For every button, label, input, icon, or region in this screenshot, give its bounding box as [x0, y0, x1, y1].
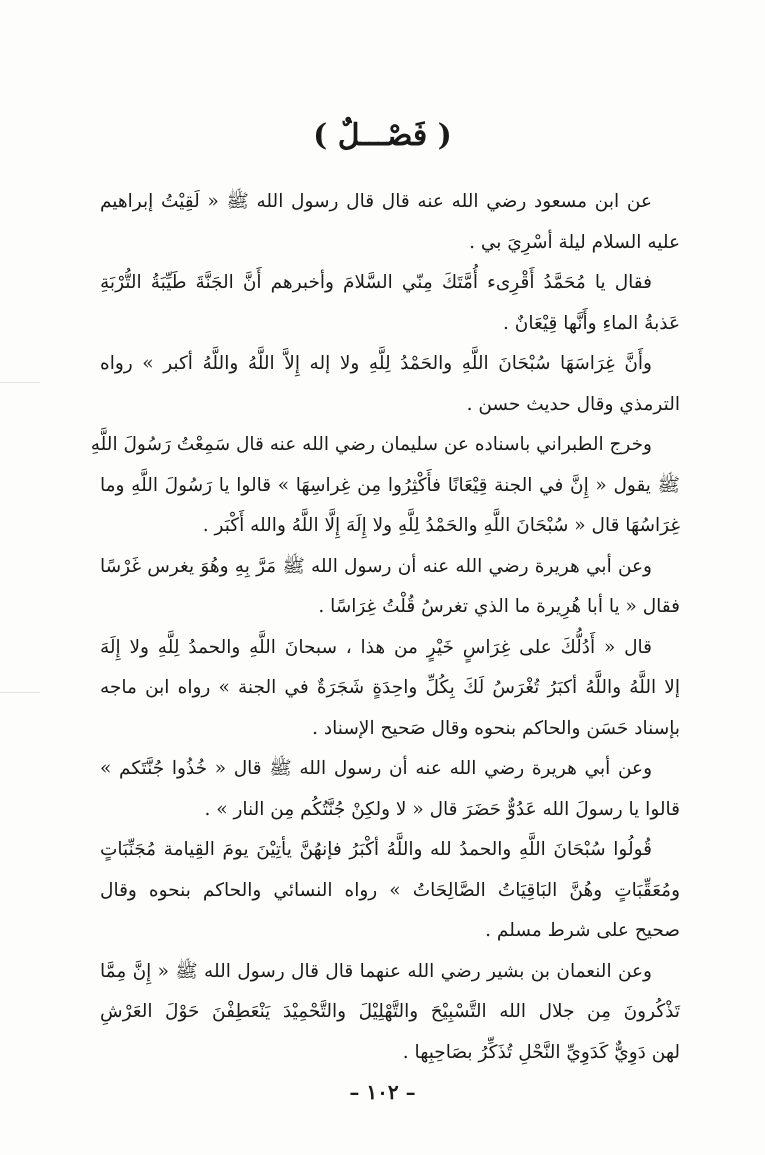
text-line: تَذْكُرونَ مِن جلال الله التَّسْبِيْحَ والتَّهْلِيْلَ والتَّحْمِيْدَ يَنْعَطِفْنَ حَوْلَ العَرْشِ	[100, 1001, 680, 1022]
text-line: وعن أبي هريرة رضي الله عنه أن رسول الله ﷺ مَرَّ بِهِ وهُوَ يغرس غَرْسًا	[100, 555, 652, 577]
text-line: بإسناد حَسَن والحاكم بنحوه وقال صَحيح الإسناد .	[312, 717, 680, 739]
text-line: فقال يا مُحَمَّدُ أَقْرِىء أُمَّتَكَ مِنّي السَّلامَ وأخبرهم أَنَّ الجَنَّةَ طَيِّبَةُ التُّرْبَةِ	[100, 272, 652, 293]
text-line: قال « أَدُلُّكَ على غِرَاسٍ خَيْرٍ من هذا ، سبحانَ اللَّهِ والحمدُ لِلَّهِ ولا إِلَهَ	[100, 636, 652, 658]
text-line: غِرَاسُهَا قال « سُبْحَانَ اللَّهِ والحَمْدُ لِلَّهِ ولا إِلَهَ إِلَّا اللَّهُ والله أَكْبَر .	[202, 515, 680, 536]
section-title: ( فَصْـــلٌ )	[313, 118, 452, 153]
text-line: قُولُوا سُبْحَانَ اللَّهِ والحمدُ لله واللَّهُ أكْبَرُ فإنهُنَّ يأتِيْنَ يومَ القِيامة مُجَنِّبَاتٍ	[100, 839, 652, 860]
text-line: عليه السلام ليلة أسْرِيَ بي .	[469, 231, 680, 253]
text-line: إلا اللَّهُ واللَّهُ أكبَرُ تُغْرَسُ لَكَ بِكُلِّ واحِدَةٍ شَجَرَةٌ في الجنة » رواه ابن ماجه	[100, 677, 680, 698]
page-number: – ١٠٢ –	[349, 1080, 416, 1104]
text-line: عَذبةُ الماءِ وأَنَّها قِيْعَانٌ .	[503, 312, 680, 334]
text-line: ﷺ يقول « إِنَّ في الجنة قِيْعَانًا فأَكْثِرُوا مِن غِراسِهَا » قالوا يا رَسُولَ اللَّهِ وما	[100, 474, 680, 496]
text-line: وعن النعمان بن بشير رضي الله عنهما قال قال رسول الله ﷺ « إِنَّ مِمَّا	[100, 960, 652, 982]
text-line: فقال « يا أبا هُرِيرة ما الذي تغرسُ قُلْتُ غِرَاسًا .	[318, 596, 680, 617]
text-line: وأَنَّ غِرَاسَهَا سُبْحَانَ اللَّهِ والحَمْدُ لِلَّهِ ولا إله إِلاَّ اللَّهُ واللَّهُ أكبر » رواه	[100, 353, 652, 374]
text-line: الترمذي وقال حديث حسن .	[466, 393, 680, 415]
text-line: وعن أبي هريرة رضي الله عنه أن رسول الله ﷺ قال « خُذُوا جُنَّتَكم »	[100, 758, 652, 779]
text-line: ومُعَقِّبَاتٍ وهُنَّ البَاقِيَاتُ الصَّالِحَاتُ » رواه النسائي والحاكم بنحوه وقال	[100, 879, 680, 901]
margin-mark	[0, 692, 40, 693]
text-line: صحيح على شرط مسلم .	[485, 920, 680, 941]
text-line: عن ابن مسعود رضي الله عنه قال قال رسول الله ﷺ « لَقِيْتُ إبراهيم	[100, 191, 652, 212]
page-body	[90, 182, 680, 1073]
text-line: لهن دَوِيٌّ كَدَوِيِّ النَّحْلِ تُذَكِّرُ بصَاحِبِها .	[402, 1041, 680, 1063]
text-line: قالوا يا رسولَ الله عَدُوٌّ حَضَرَ قال « لا ولكِنْ جُنَّتُكُم مِن النار » .	[204, 798, 680, 820]
text-line: وخرج الطبراني باسناده عن سليمان رضي الله عنه قال سَمِعْتُ رَسُولَ اللَّهِ	[90, 434, 652, 455]
margin-mark	[0, 382, 40, 383]
